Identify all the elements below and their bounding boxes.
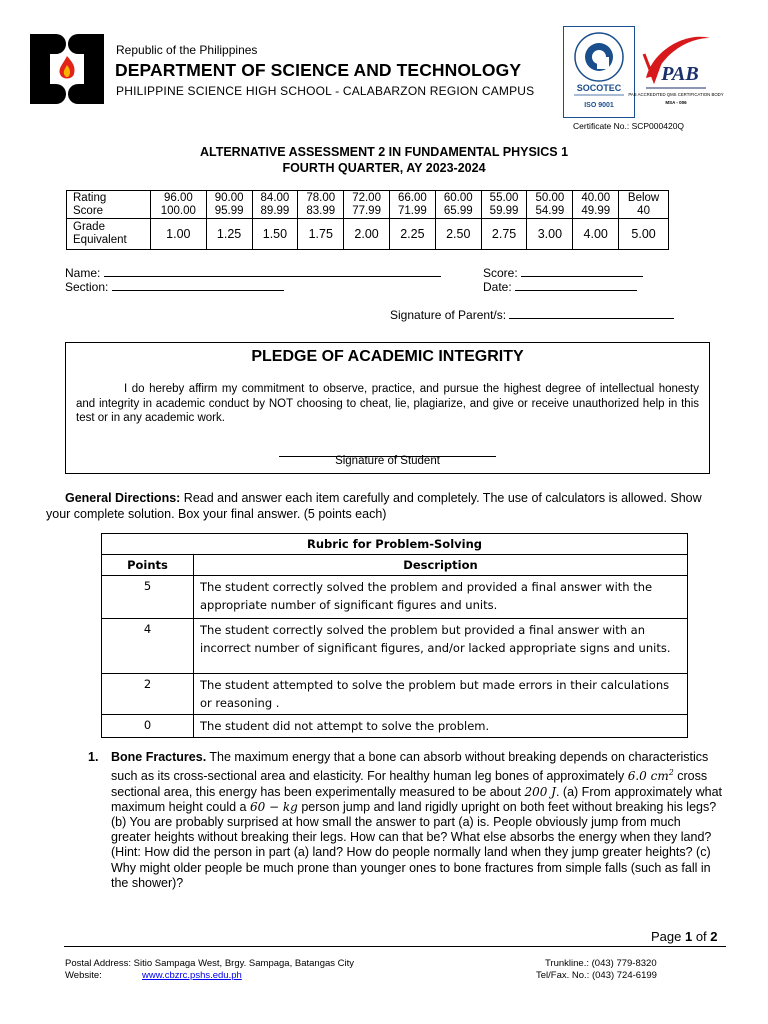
rubric-description: The student did not attempt to solve the problem. — [194, 715, 688, 738]
date-label: Date: — [483, 280, 512, 294]
math-area: 6.0 cm — [627, 769, 669, 784]
pledge-title: PLEDGE OF ACADEMIC INTEGRITY — [251, 348, 524, 365]
footer-postal: Postal Address: Sitio Sampaga West, Brgy. Sampaga, Batangas City — [65, 958, 355, 969]
rating-label: Rating Score — [67, 191, 151, 219]
grade-cell: 1.00 — [151, 219, 207, 250]
grade-cell: 4.00 — [573, 219, 619, 250]
math-energy: 200 J — [524, 784, 556, 799]
grade-cell: 2.75 — [481, 219, 527, 250]
rating-cell: 84.00 89.99 — [252, 191, 298, 219]
rating-cell: 40.00 49.99 — [573, 191, 619, 219]
grade-cell: 1.75 — [298, 219, 344, 250]
rating-cell: 60.00 65.99 — [435, 191, 481, 219]
grade-label: Grade Equivalent — [67, 219, 151, 250]
score-blank[interactable] — [521, 266, 643, 277]
dost-logo-icon — [30, 34, 104, 104]
pab-badge — [628, 28, 724, 118]
rubric-row — [102, 619, 688, 674]
pab-code: MSA - 006 — [665, 100, 687, 105]
rubric-description: The student correctly solved the problem and provided a final answer with the appropriate number of significant figures and units. — [194, 576, 688, 619]
rating-cell: Below 40 — [619, 191, 669, 219]
directions-text: Read and answer each item carefully and completely. The use of calculators is allowed. Show your complete solution. Box your final answer. (5 points each) — [46, 491, 702, 521]
footer-website-link[interactable]: www.cbzrc.pshs.edu.ph — [142, 970, 242, 981]
grade-row — [67, 219, 669, 250]
rubric-caption: Rubric for Problem-Solving — [102, 534, 688, 555]
score-label: Score: — [483, 266, 518, 280]
rating-cell: 55.00 59.99 — [481, 191, 527, 219]
parent-signature-field[interactable] — [390, 308, 674, 322]
rating-cell: 72.00 77.99 — [344, 191, 390, 219]
rating-cell: 50.00 54.99 — [527, 191, 573, 219]
quarter-title: FOURTH QUARTER, AY 2023-2024 — [282, 161, 486, 175]
rubric-points: 2 — [102, 674, 194, 715]
rubric-points: 5 — [102, 576, 194, 619]
grade-cell: 5.00 — [619, 219, 669, 250]
rating-row — [67, 191, 669, 219]
dost-logo — [30, 34, 104, 104]
grade-cell: 2.25 — [390, 219, 436, 250]
socotec-label: SOCOTEC — [576, 83, 622, 93]
pab-logo-icon — [628, 28, 724, 118]
problem-number: 1. — [88, 750, 99, 764]
rating-cell: 66.00 71.99 — [390, 191, 436, 219]
rating-cell: 96.00 100.00 — [151, 191, 207, 219]
math-mass: 60 − kg — [249, 799, 298, 814]
section-blank[interactable] — [112, 280, 284, 291]
rubric-description: The student correctly solved the problem but provided a final answer with an incorrect number of significant figures, and/or lacked appropriate signs and units. — [194, 619, 688, 674]
pab-label: PAB — [661, 63, 699, 85]
general-directions — [46, 490, 726, 522]
school-name: PHILIPPINE SCIENCE HIGH SCHOOL - CALABARZON REGION CAMPUS — [116, 84, 535, 98]
problem-title: Bone Fractures. — [111, 750, 207, 764]
republic-line: Republic of the Philippines — [116, 43, 258, 57]
certificate-number: Certificate No.: SCP000420Q — [573, 121, 685, 131]
grade-cell: 2.00 — [344, 219, 390, 250]
footer-website-label: Website: — [65, 970, 102, 981]
rubric-header-points: Points — [102, 555, 194, 576]
date-field[interactable] — [483, 280, 637, 294]
parent-signature-blank[interactable] — [509, 308, 674, 319]
rubric-row — [102, 576, 688, 619]
rubric-points: 0 — [102, 715, 194, 738]
student-signature-label: Signature of Student — [335, 455, 440, 467]
score-field[interactable] — [483, 266, 643, 280]
socotec-logo-icon — [564, 27, 634, 117]
footer-divider — [64, 946, 726, 947]
name-blank[interactable] — [104, 266, 441, 277]
rubric-table — [101, 533, 688, 738]
pledge-box — [65, 342, 710, 474]
parent-signature-label: Signature of Parent/s: — [390, 308, 507, 322]
directions-label: General Directions: — [65, 491, 181, 505]
grade-cell: 2.50 — [435, 219, 481, 250]
pledge-text: I do hereby affirm my commitment to observe, practice, and pursue the highest degree of intellectual honesty and integrity in academic conduct by NOT choosing to cheat, lie, plagiarize, and give or receive unauthorized help in this test or in any academic work. — [76, 383, 699, 424]
iso-label: ISO 9001 — [584, 102, 614, 109]
name-label: Name: — [65, 266, 101, 280]
rubric-description: The student attempted to solve the problem but made errors in their calculations or reasoning . — [194, 674, 688, 715]
rating-cell: 90.00 95.99 — [206, 191, 252, 219]
grade-cell: 1.50 — [252, 219, 298, 250]
rating-cell: 78.00 83.99 — [298, 191, 344, 219]
grade-cell: 3.00 — [527, 219, 573, 250]
section-field[interactable] — [65, 280, 284, 294]
footer-telfax: Tel/Fax. No.: (043) 724-6199 — [536, 970, 657, 981]
section-label: Section: — [65, 280, 109, 294]
rubric-row — [102, 674, 688, 715]
socotec-badge — [563, 26, 635, 118]
pab-caption: PAB ACCREDITED QMS CERTIFICATION BODY — [628, 92, 724, 97]
footer-trunkline: Trunkline.: (043) 779-8320 — [545, 958, 657, 969]
rubric-points: 4 — [102, 619, 194, 674]
department-name: DEPARTMENT OF SCIENCE AND TECHNOLOGY — [115, 60, 522, 80]
date-blank[interactable] — [515, 280, 637, 291]
assessment-title: ALTERNATIVE ASSESSMENT 2 IN FUNDAMENTAL PHYSICS 1 — [199, 145, 569, 159]
page-number: Page 1 of 2 — [651, 929, 718, 944]
grade-cell: 1.25 — [206, 219, 252, 250]
rubric-header-description: Description — [194, 555, 688, 576]
problem-body: Bone Fractures. The maximum energy that a bone can absorb without breaking depends on characteristics such as its cross-sectional area and elasticity. For healthy human leg bones of approximately 6.0 $cm^2$ cross sectional area, this energy has been experimentally measured to be about 200 J. (a) From approximately what maximum height could a 60 − kg person jump and land rigidly upright on both feet without breaking his legs? (b) You are probably surprised at how small the answer to part (a) is. People obviously jump from much greater heights without breaking their legs. How can that be? What else absorbs the energy when they land? (Hint: How did the person in part (a) land? How do people normally land when they jump greater heights? (c) Why might older people be much prone than younger ones to bone fractures from simple falls (such as fall in the shower)? — [111, 750, 723, 890]
grade-table — [66, 190, 669, 250]
rubric-row — [102, 715, 688, 738]
name-field[interactable] — [65, 266, 441, 280]
